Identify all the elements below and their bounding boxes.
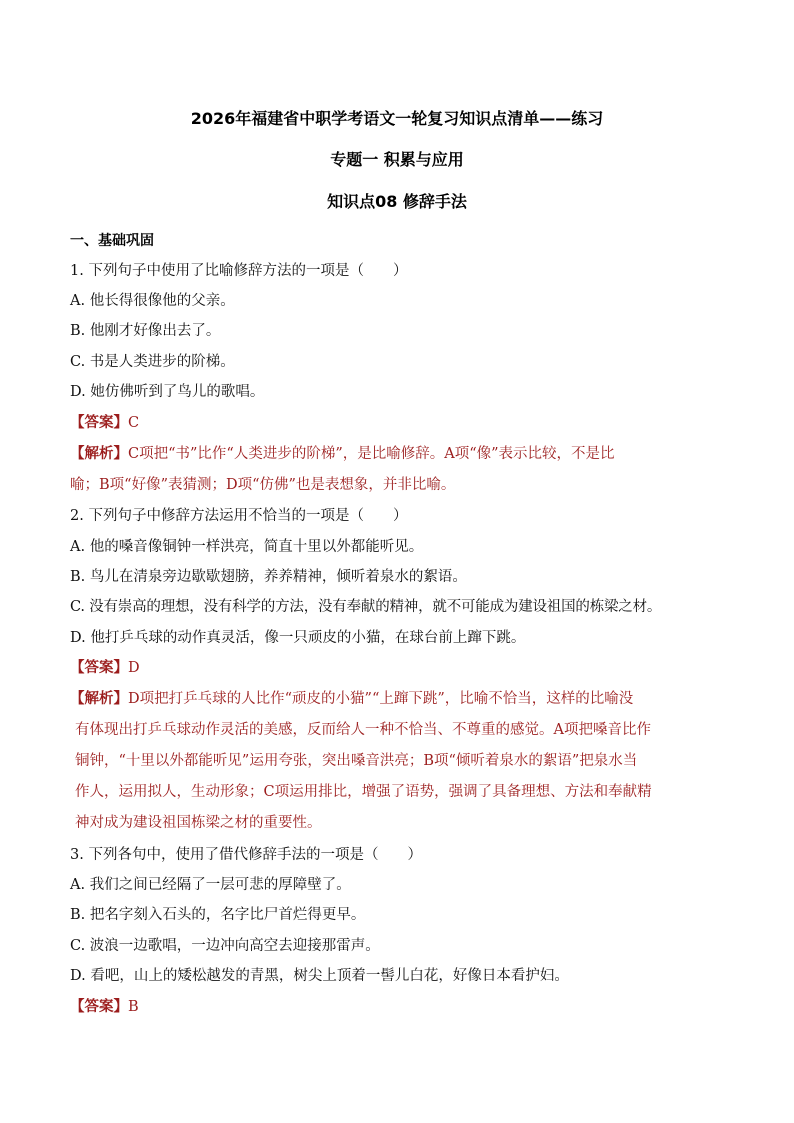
question-1-option-b: B. 他刚才好像出去了。 <box>70 323 221 339</box>
section-heading: 一、基础巩固 <box>70 233 154 249</box>
answer-value: B <box>128 999 139 1015</box>
question-3-option-b: B. 把名字刻入石头的，名字比尸首烂得更早。 <box>70 907 366 923</box>
question-1-answer <box>70 413 740 433</box>
knowledge-point-title: 知识点08 修辞手法 <box>327 192 467 211</box>
question-3-option-a: A. 我们之间已经隔了一层可悲的厚障壁了。 <box>70 877 351 893</box>
question-1-option-d: D. 她仿佛听到了鸟儿的歌唱。 <box>70 384 265 400</box>
analysis-label: 【解析】 <box>70 691 128 707</box>
answer-label: 【答案】 <box>70 660 128 676</box>
analysis-text: 喻；B项“好像”表猜测；D项“仿佛”也是表想象，并非比喻。 <box>70 477 456 493</box>
answer-value: D <box>128 660 140 676</box>
topic-subtitle: 专题一 积累与应用 <box>330 150 464 169</box>
analysis-text: 铜钟，“十里以外都能听见”运用夸张，突出嗓音洪亮；B项“倾听着泉水的絮语”把泉水当 <box>75 753 638 769</box>
question-2-stem: 2. 下列句子中修辞方法运用不恰当的一项是（ ） <box>70 508 408 524</box>
document-title: 2026年福建省中职学考语文一轮复习知识点清单——练习 <box>190 109 604 128</box>
question-2-analysis <box>70 689 740 709</box>
question-1-stem: 1. 下列句子中使用了比喻修辞方法的一项是（ ） <box>70 263 408 279</box>
question-2-option-d: D. 他打乒乓球的动作真灵活，像一只顽皮的小猫，在球台前上蹿下跳。 <box>70 630 526 646</box>
answer-label: 【答案】 <box>70 415 128 431</box>
analysis-label: 【解析】 <box>70 446 128 462</box>
question-3-option-c: C. 波浪一边歌唱，一边冲向高空去迎接那雷声。 <box>70 938 380 954</box>
answer-value: C <box>128 415 140 431</box>
analysis-text: D项把打乒乓球的人比作“顽皮的小猫”“上蹿下跳”，比喻不恰当，这样的比喻没 <box>128 691 634 707</box>
question-3-option-d: D. 看吧，山上的矮松越发的青黑，树尖上顶着一髻儿白花，好像日本看护妇。 <box>70 968 569 984</box>
question-2-option-b: B. 鸟儿在清泉旁边歇歇翅膀，养养精神，倾听着泉水的絮语。 <box>70 569 467 585</box>
analysis-text: 神对成为建设祖国栋梁之材的重要性。 <box>75 815 322 831</box>
answer-label: 【答案】 <box>70 999 128 1015</box>
analysis-text: 有体现出打乒乓球动作灵活的美感，反而给人一种不恰当、不尊重的感觉。A项把嗓音比作 <box>75 722 651 738</box>
question-1-option-c: C. 书是人类进步的阶梯。 <box>70 354 235 370</box>
analysis-text: 作人，运用拟人，生动形象；C项运用排比，增强了语势，强调了具备理想、方法和奉献精 <box>75 784 652 800</box>
question-2-answer <box>70 658 740 678</box>
question-2-option-a: A. 他的嗓音像铜钟一样洪亮，简直十里以外都能听见。 <box>70 539 424 555</box>
question-1-analysis <box>70 444 740 464</box>
question-1-option-a: A. 他长得很像他的父亲。 <box>70 293 235 309</box>
question-3-answer <box>70 997 740 1017</box>
analysis-text: C项把“书”比作“人类进步的阶梯”，是比喻修辞。A项“像”表示比较，不是比 <box>128 446 615 462</box>
question-2-option-c: C. 没有崇高的理想，没有科学的方法，没有奉献的精神，就不可能成为建设祖国的栋梁之材。 <box>70 599 662 615</box>
question-3-stem: 3. 下列各句中，使用了借代修辞手法的一项是（ ） <box>70 847 422 863</box>
